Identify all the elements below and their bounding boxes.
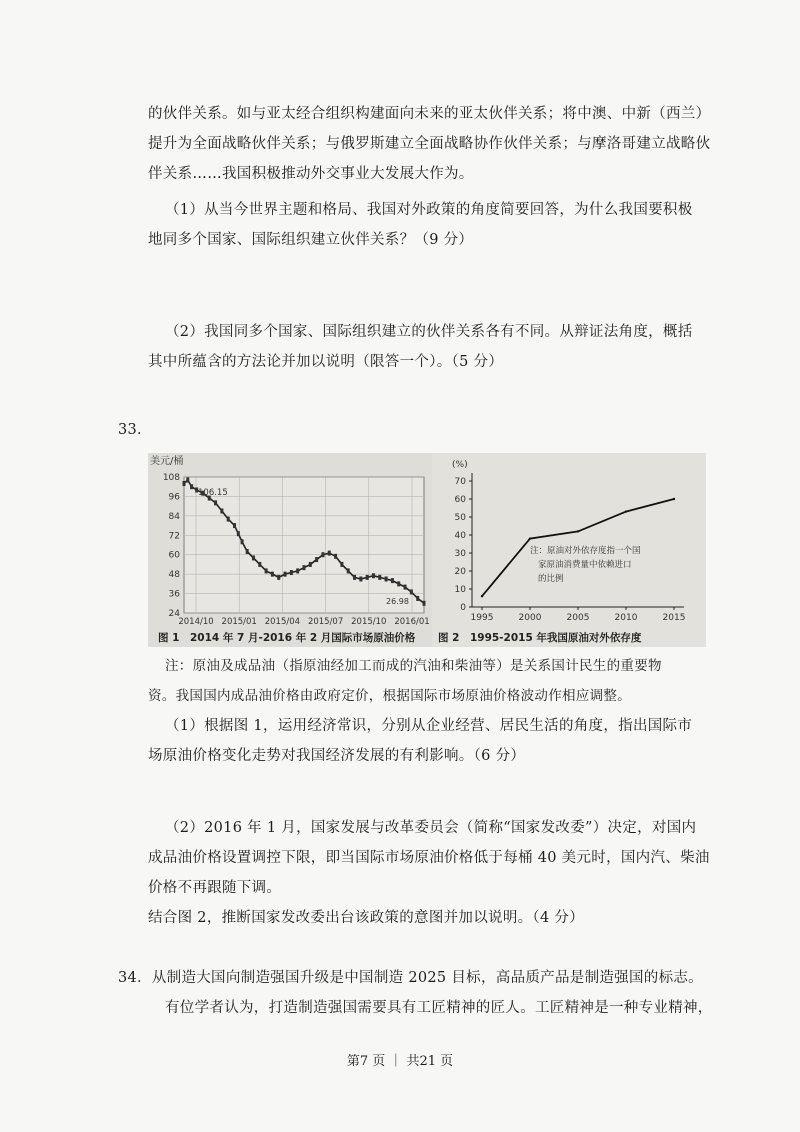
chart2-data-point	[673, 498, 675, 500]
question-33-2-task: 结合图 2，推断国家发改委出台该政策的意图并加以说明。（4 分）	[148, 910, 585, 926]
chart2-ytick-label: 60	[454, 495, 466, 505]
chart2-ytick-label: 70	[454, 477, 466, 487]
chart1-data-point	[385, 577, 388, 582]
chart1-data-point	[290, 570, 293, 575]
question-32-2: （2）我国同多个国家、国际组织建立的伙伴关系各有不同。从辩证法角度，概括	[165, 324, 693, 340]
chart2-ylabel: (%)	[452, 460, 468, 470]
chart2-ytick-label: 30	[454, 549, 466, 559]
chart2-note-2: 家原油消费量中依赖进口	[538, 560, 632, 570]
chart2-title: 图 2 1995-2015 年我国原油对外依存度	[438, 632, 642, 644]
chart1-data-point	[410, 589, 413, 594]
question-33-2: （2）2016 年 1 月，国家发展与改革委员会（简称“国家发改委”）决定，对国内	[165, 820, 697, 836]
chart2-xtick-label: 2000	[518, 613, 542, 623]
chart1-xtick-label: 2014/10	[178, 617, 214, 627]
chart1-xtick-label: 2015/01	[221, 617, 257, 627]
chart1-data-point	[237, 531, 240, 536]
chart1-data-point	[372, 573, 375, 578]
chart1-data-point	[220, 509, 223, 514]
chart1-ytick-label: 60	[168, 550, 180, 561]
chart1-data-point	[227, 517, 230, 522]
chart2-note-1: 注：原油对外依存度指一个国	[530, 546, 641, 556]
figure-oil	[148, 453, 706, 647]
chart2-data-point	[481, 595, 483, 597]
chart2-ytick-label: 0	[460, 603, 466, 613]
chart2-note-3: 的比例	[538, 574, 564, 584]
question-32-1-cont: 地同多个国家、国际组织建立伙伴关系？（9 分）	[148, 232, 474, 248]
chart-oil-price	[148, 453, 432, 647]
chart1-data-point	[404, 585, 407, 590]
chart1-data-point	[359, 577, 362, 582]
chart1-data-point	[252, 555, 255, 560]
question-34: 34．从制造大国向制造强国升级是中国制造 2025 目标，高品质产品是制造强国的标志。	[118, 970, 703, 986]
note-line: 资。我国国内成品油价格由政府定价，根据国际市场原油价格波动作相应调整。	[148, 688, 631, 704]
question-32-2-cont: 其中所蕴含的方法论并加以说明（限答一个）。（5 分）	[148, 354, 504, 370]
question-33-1: （1）根据图 1，运用经济常识，分别从企业经营、居民生活的角度，指出国际市	[165, 718, 693, 734]
chart1-data-point	[328, 551, 331, 556]
paragraph-line: 伴关系……我国积极推动外交事业大发展大作为。	[148, 166, 474, 182]
chart1-annotation-low: 26.98	[386, 597, 409, 606]
chart2-xtick-label: 1995	[470, 613, 494, 623]
chart1-ytick-label: 48	[168, 570, 180, 581]
chart2-ytick-label: 40	[454, 531, 466, 541]
chart1-data-point	[265, 568, 268, 573]
chart1-data-point	[277, 575, 280, 580]
chart2-ytick-label: 50	[454, 513, 466, 523]
chart1-data-point	[233, 523, 236, 528]
page-footer: 第7 页 ｜ 共21 页	[346, 1054, 454, 1069]
chart1-data-point	[416, 596, 419, 601]
chart1-data-point	[366, 575, 369, 580]
chart1-data-point	[340, 562, 343, 567]
question-32-1: （1）从当今世界主题和格局、我国对外政策的角度简要回答，为什么我国要积极	[165, 202, 693, 218]
chart1-data-point	[296, 568, 299, 573]
chart1-data-point	[241, 539, 244, 544]
chart1-xtick-label: 2015/04	[264, 617, 301, 627]
chart1-data-point	[397, 581, 400, 586]
chart1-ytick-label: 24	[168, 609, 180, 619]
chart1-ytick-label: 84	[168, 511, 180, 522]
chart1-title: 图 1 2014 年 7 月-2016 年 2 月国际市场原油价格	[158, 632, 416, 644]
chart2-ytick-label: 10	[454, 585, 466, 595]
chart1-xtick-label: 2015/07	[307, 617, 344, 627]
paragraph-line: 提升为全面战略伙伴关系；与俄罗斯建立全面战略协作伙伴关系；与摩洛哥建立战略伙	[148, 136, 711, 152]
chart1-data-point	[321, 552, 324, 557]
question-34-cont: 有位学者认为，打造制造强国需要具有工匠精神的匠人。工匠精神是一种专业精神，	[165, 1000, 713, 1016]
chart1-annotation-peak: 106.15	[198, 488, 228, 498]
chart1-data-point	[353, 575, 356, 580]
chart1-data-point	[391, 578, 394, 583]
chart-oil-dependence	[432, 453, 706, 647]
chart2-data-point	[625, 510, 627, 512]
chart1-data-point	[246, 549, 249, 554]
chart1-data-point	[284, 572, 287, 577]
question-33-1-cont: 场原油价格变化走势对我国经济发展的有利影响。（6 分）	[148, 748, 526, 764]
chart2-xtick-label: 2010	[614, 613, 638, 623]
question-number-33: 33．	[118, 422, 152, 438]
chart1-data-point	[271, 572, 274, 577]
chart1-data-point	[347, 568, 350, 573]
chart2-data-point	[529, 537, 531, 539]
chart2-ytick-label: 20	[454, 567, 466, 577]
chart1-data-point	[186, 477, 189, 482]
chart1-xtick-label: 2015/10	[351, 617, 387, 627]
chart1-ylabel: 美元/桶	[150, 456, 184, 467]
chart1-ytick-label: 36	[168, 589, 180, 600]
chart1-ytick-label: 108	[162, 473, 180, 483]
note-line: 注：原油及成品油（指原油经加工而成的汽油和柴油等）是关系国计民生的重要物	[165, 658, 662, 674]
chart1-data-point	[315, 557, 318, 562]
chart2-xtick-label: 2005	[566, 613, 590, 623]
chart1-data-point	[183, 481, 186, 486]
paragraph-line: 的伙伴关系。如与亚太经合组织构建面向未来的亚太伙伴关系；将中澳、中新（西兰）	[148, 106, 711, 122]
chart2-data-point	[577, 530, 579, 532]
chart1-data-point	[190, 484, 193, 489]
chart1-data-point	[303, 565, 306, 570]
chart1-data-point	[378, 575, 381, 580]
chart1-xtick-label: 2016/01	[394, 617, 430, 627]
chart1-data-point	[309, 562, 312, 567]
chart1-ytick-label: 72	[168, 531, 180, 542]
chart1-data-point	[258, 562, 261, 567]
chart1-data-point	[214, 500, 217, 505]
chart1-data-point	[423, 601, 426, 606]
question-33-2-cont: 成品油价格设置调控下限，即当国际市场原油价格低于每桶 40 美元时，国内汽、柴油	[148, 850, 710, 866]
chart1-ytick-label: 96	[168, 492, 180, 503]
chart1-data-point	[334, 554, 337, 559]
question-33-2-cont: 价格不再跟随下调。	[148, 880, 282, 896]
chart2-xtick-label: 2015	[662, 613, 686, 623]
